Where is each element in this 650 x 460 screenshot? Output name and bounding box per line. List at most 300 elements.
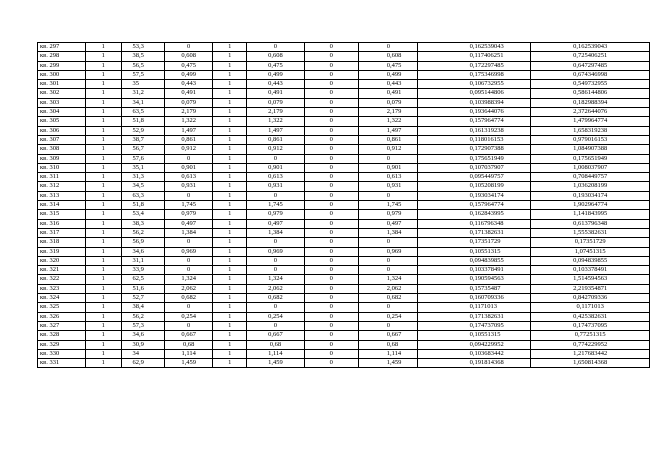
area-cell: 30,9 bbox=[121, 340, 164, 349]
value-a-cell: 0,491 bbox=[164, 89, 212, 98]
area-cell: 56,9 bbox=[121, 238, 164, 247]
area-cell: 38,5 bbox=[121, 52, 164, 61]
value-c-cell: 0,608 bbox=[358, 52, 417, 61]
total-cell: 0,979016153 bbox=[531, 135, 650, 144]
area-cell: 51,8 bbox=[121, 117, 164, 126]
count-cell: 1 bbox=[85, 135, 121, 144]
table-row bbox=[38, 61, 650, 70]
zero-cell: 0 bbox=[304, 294, 358, 303]
table-row bbox=[38, 135, 650, 144]
table-row bbox=[38, 182, 650, 191]
apartment-cell: кв. 329 bbox=[38, 340, 86, 349]
zero-cell: 0 bbox=[304, 359, 358, 368]
apartment-cell: кв. 297 bbox=[38, 43, 86, 52]
value-c-cell: 2,062 bbox=[358, 284, 417, 293]
share-cell: 0,161319238 bbox=[417, 126, 531, 135]
share-cell: 0,117406251 bbox=[417, 52, 531, 61]
value-a-cell: 1,324 bbox=[164, 275, 212, 284]
share-cell: 0,171382631 bbox=[417, 312, 531, 321]
coef-cell: 1 bbox=[213, 126, 247, 135]
coef-cell: 1 bbox=[213, 135, 247, 144]
value-c-cell: 1,459 bbox=[358, 359, 417, 368]
zero-cell: 0 bbox=[304, 135, 358, 144]
value-a-cell: 1,459 bbox=[164, 359, 212, 368]
area-cell: 62,5 bbox=[121, 275, 164, 284]
value-b-cell: 0,901 bbox=[247, 163, 305, 172]
value-b-cell: 0,254 bbox=[247, 312, 305, 321]
total-cell: 0,77251315 bbox=[531, 331, 650, 340]
value-b-cell: 0,682 bbox=[247, 294, 305, 303]
share-cell: 0,15735487 bbox=[417, 284, 531, 293]
total-cell: 1,217683442 bbox=[531, 349, 650, 358]
value-c-cell: 0,931 bbox=[358, 182, 417, 191]
zero-cell: 0 bbox=[304, 312, 358, 321]
coef-cell: 1 bbox=[213, 294, 247, 303]
zero-cell: 0 bbox=[304, 43, 358, 52]
table-row bbox=[38, 238, 650, 247]
area-cell: 57,3 bbox=[121, 321, 164, 330]
total-cell: 0,708449757 bbox=[531, 173, 650, 182]
apartment-cell: кв. 322 bbox=[38, 275, 86, 284]
table-row bbox=[38, 349, 650, 358]
apartment-cell: кв. 330 bbox=[38, 349, 86, 358]
value-a-cell: 0,497 bbox=[164, 219, 212, 228]
value-b-cell: 1,384 bbox=[247, 228, 305, 237]
zero-cell: 0 bbox=[304, 256, 358, 265]
value-b-cell: 0,499 bbox=[247, 70, 305, 79]
coef-cell: 1 bbox=[213, 89, 247, 98]
value-c-cell: 0,443 bbox=[358, 80, 417, 89]
value-b-cell: 0,443 bbox=[247, 80, 305, 89]
value-a-cell: 0 bbox=[164, 154, 212, 163]
count-cell: 1 bbox=[85, 61, 121, 70]
zero-cell: 0 bbox=[304, 228, 358, 237]
value-a-cell: 0 bbox=[164, 43, 212, 52]
value-b-cell: 0,608 bbox=[247, 52, 305, 61]
value-b-cell: 1,459 bbox=[247, 359, 305, 368]
value-b-cell: 0,497 bbox=[247, 219, 305, 228]
value-b-cell: 0,491 bbox=[247, 89, 305, 98]
area-cell: 38,4 bbox=[121, 303, 164, 312]
share-cell: 0,094229952 bbox=[417, 340, 531, 349]
apartment-cell: кв. 300 bbox=[38, 70, 86, 79]
coef-cell: 1 bbox=[213, 70, 247, 79]
count-cell: 1 bbox=[85, 145, 121, 154]
share-cell: 0,095144806 bbox=[417, 89, 531, 98]
coef-cell: 1 bbox=[213, 275, 247, 284]
total-cell: 0,103378491 bbox=[531, 266, 650, 275]
zero-cell: 0 bbox=[304, 145, 358, 154]
total-cell: 0,182988394 bbox=[531, 98, 650, 107]
apartment-table bbox=[37, 42, 650, 368]
total-cell: 1,650814368 bbox=[531, 359, 650, 368]
zero-cell: 0 bbox=[304, 219, 358, 228]
value-a-cell: 1,322 bbox=[164, 117, 212, 126]
value-c-cell: 0,613 bbox=[358, 173, 417, 182]
total-cell: 0,425382631 bbox=[531, 312, 650, 321]
value-c-cell: 1,322 bbox=[358, 117, 417, 126]
area-cell: 34,5 bbox=[121, 182, 164, 191]
apartment-cell: кв. 298 bbox=[38, 52, 86, 61]
value-b-cell: 1,324 bbox=[247, 275, 305, 284]
share-cell: 0,094839855 bbox=[417, 256, 531, 265]
coef-cell: 1 bbox=[213, 117, 247, 126]
share-cell: 0,116796348 bbox=[417, 219, 531, 228]
value-a-cell: 0 bbox=[164, 266, 212, 275]
value-c-cell: 1,745 bbox=[358, 201, 417, 210]
share-cell: 0,175651949 bbox=[417, 154, 531, 163]
table-row bbox=[38, 247, 650, 256]
share-cell: 0,190594563 bbox=[417, 275, 531, 284]
value-a-cell: 0 bbox=[164, 321, 212, 330]
value-a-cell: 0,608 bbox=[164, 52, 212, 61]
coef-cell: 1 bbox=[213, 80, 247, 89]
zero-cell: 0 bbox=[304, 191, 358, 200]
coef-cell: 1 bbox=[213, 331, 247, 340]
value-b-cell: 0 bbox=[247, 238, 305, 247]
table-row bbox=[38, 80, 650, 89]
area-cell: 31,1 bbox=[121, 256, 164, 265]
value-c-cell: 0,68 bbox=[358, 340, 417, 349]
value-c-cell: 0 bbox=[358, 303, 417, 312]
apartment-cell: кв. 313 bbox=[38, 191, 86, 200]
share-cell: 0,103988394 bbox=[417, 98, 531, 107]
table-row bbox=[38, 163, 650, 172]
value-b-cell: 1,114 bbox=[247, 349, 305, 358]
total-cell: 1,479964774 bbox=[531, 117, 650, 126]
share-cell: 0,17351729 bbox=[417, 238, 531, 247]
value-b-cell: 0,969 bbox=[247, 247, 305, 256]
zero-cell: 0 bbox=[304, 247, 358, 256]
table-row bbox=[38, 275, 650, 284]
zero-cell: 0 bbox=[304, 154, 358, 163]
share-cell: 0,172297485 bbox=[417, 61, 531, 70]
count-cell: 1 bbox=[85, 340, 121, 349]
value-a-cell: 0 bbox=[164, 303, 212, 312]
value-c-cell: 0 bbox=[358, 321, 417, 330]
coef-cell: 1 bbox=[213, 228, 247, 237]
zero-cell: 0 bbox=[304, 61, 358, 70]
value-a-cell: 0,667 bbox=[164, 331, 212, 340]
area-cell: 53,4 bbox=[121, 210, 164, 219]
coef-cell: 1 bbox=[213, 340, 247, 349]
apartment-cell: кв. 305 bbox=[38, 117, 86, 126]
count-cell: 1 bbox=[85, 154, 121, 163]
value-b-cell: 0 bbox=[247, 256, 305, 265]
value-b-cell: 0 bbox=[247, 321, 305, 330]
count-cell: 1 bbox=[85, 89, 121, 98]
share-cell: 0,10551315 bbox=[417, 247, 531, 256]
share-cell: 0,172907388 bbox=[417, 145, 531, 154]
value-b-cell: 0,861 bbox=[247, 135, 305, 144]
share-cell: 0,1171013 bbox=[417, 303, 531, 312]
value-a-cell: 0,912 bbox=[164, 145, 212, 154]
count-cell: 1 bbox=[85, 294, 121, 303]
count-cell: 1 bbox=[85, 191, 121, 200]
value-b-cell: 0 bbox=[247, 154, 305, 163]
table-row bbox=[38, 266, 650, 275]
table-row bbox=[38, 303, 650, 312]
value-b-cell: 0 bbox=[247, 303, 305, 312]
share-cell: 0,175346998 bbox=[417, 70, 531, 79]
value-a-cell: 0,499 bbox=[164, 70, 212, 79]
zero-cell: 0 bbox=[304, 173, 358, 182]
value-a-cell: 0,443 bbox=[164, 80, 212, 89]
value-c-cell: 0 bbox=[358, 191, 417, 200]
area-cell: 56,2 bbox=[121, 312, 164, 321]
total-cell: 1,084907388 bbox=[531, 145, 650, 154]
table-row bbox=[38, 126, 650, 135]
apartment-cell: кв. 319 bbox=[38, 247, 86, 256]
value-a-cell: 1,384 bbox=[164, 228, 212, 237]
share-cell: 0,171382631 bbox=[417, 228, 531, 237]
value-a-cell: 0,613 bbox=[164, 173, 212, 182]
table-row bbox=[38, 340, 650, 349]
share-cell: 0,160709336 bbox=[417, 294, 531, 303]
apartment-cell: кв. 303 bbox=[38, 98, 86, 107]
area-cell: 62,9 bbox=[121, 359, 164, 368]
count-cell: 1 bbox=[85, 182, 121, 191]
table-row bbox=[38, 201, 650, 210]
coef-cell: 1 bbox=[213, 61, 247, 70]
value-a-cell: 2,179 bbox=[164, 108, 212, 117]
zero-cell: 0 bbox=[304, 349, 358, 358]
table-row bbox=[38, 52, 650, 61]
coef-cell: 1 bbox=[213, 210, 247, 219]
table-row bbox=[38, 294, 650, 303]
total-cell: 0,586144806 bbox=[531, 89, 650, 98]
zero-cell: 0 bbox=[304, 182, 358, 191]
value-c-cell: 0,969 bbox=[358, 247, 417, 256]
value-c-cell: 0 bbox=[358, 238, 417, 247]
zero-cell: 0 bbox=[304, 340, 358, 349]
total-cell: 0,193034174 bbox=[531, 191, 650, 200]
zero-cell: 0 bbox=[304, 98, 358, 107]
area-cell: 38,3 bbox=[121, 219, 164, 228]
value-b-cell: 0,912 bbox=[247, 145, 305, 154]
total-cell: 2,219354871 bbox=[531, 284, 650, 293]
value-c-cell: 1,497 bbox=[358, 126, 417, 135]
share-cell: 0,118016153 bbox=[417, 135, 531, 144]
value-c-cell: 2,179 bbox=[358, 108, 417, 117]
count-cell: 1 bbox=[85, 219, 121, 228]
apartment-cell: кв. 328 bbox=[38, 331, 86, 340]
apartment-cell: кв. 327 bbox=[38, 321, 86, 330]
coef-cell: 1 bbox=[213, 108, 247, 117]
coef-cell: 1 bbox=[213, 173, 247, 182]
apartment-cell: кв. 308 bbox=[38, 145, 86, 154]
total-cell: 0,17351729 bbox=[531, 238, 650, 247]
coef-cell: 1 bbox=[213, 98, 247, 107]
total-cell: 0,1171013 bbox=[531, 303, 650, 312]
count-cell: 1 bbox=[85, 312, 121, 321]
total-cell: 0,549732955 bbox=[531, 80, 650, 89]
table-row bbox=[38, 359, 650, 368]
area-cell: 63,3 bbox=[121, 191, 164, 200]
value-a-cell: 2,062 bbox=[164, 284, 212, 293]
share-cell: 0,10551315 bbox=[417, 331, 531, 340]
value-c-cell: 0,979 bbox=[358, 210, 417, 219]
coef-cell: 1 bbox=[213, 52, 247, 61]
area-cell: 34,1 bbox=[121, 98, 164, 107]
value-b-cell: 0,931 bbox=[247, 182, 305, 191]
table-row bbox=[38, 108, 650, 117]
apartment-cell: кв. 310 bbox=[38, 163, 86, 172]
total-cell: 0,725406251 bbox=[531, 52, 650, 61]
apartment-cell: кв. 321 bbox=[38, 266, 86, 275]
coef-cell: 1 bbox=[213, 191, 247, 200]
coef-cell: 1 bbox=[213, 312, 247, 321]
share-cell: 0,157964774 bbox=[417, 201, 531, 210]
value-c-cell: 0,079 bbox=[358, 98, 417, 107]
value-a-cell: 0,979 bbox=[164, 210, 212, 219]
coef-cell: 1 bbox=[213, 163, 247, 172]
table-row bbox=[38, 43, 650, 52]
zero-cell: 0 bbox=[304, 321, 358, 330]
share-cell: 0,193034174 bbox=[417, 191, 531, 200]
count-cell: 1 bbox=[85, 359, 121, 368]
value-a-cell: 1,497 bbox=[164, 126, 212, 135]
apartment-cell: кв. 325 bbox=[38, 303, 86, 312]
value-c-cell: 0,499 bbox=[358, 70, 417, 79]
apartment-cell: кв. 299 bbox=[38, 61, 86, 70]
count-cell: 1 bbox=[85, 238, 121, 247]
table-row bbox=[38, 70, 650, 79]
value-c-cell: 0 bbox=[358, 43, 417, 52]
apartment-cell: кв. 311 bbox=[38, 173, 86, 182]
value-c-cell: 0 bbox=[358, 256, 417, 265]
share-cell: 0,103683442 bbox=[417, 349, 531, 358]
count-cell: 1 bbox=[85, 80, 121, 89]
coef-cell: 1 bbox=[213, 201, 247, 210]
total-cell: 1,514594563 bbox=[531, 275, 650, 284]
share-cell: 0,107037907 bbox=[417, 163, 531, 172]
count-cell: 1 bbox=[85, 266, 121, 275]
area-cell: 51,6 bbox=[121, 284, 164, 293]
total-cell: 0,842709336 bbox=[531, 294, 650, 303]
value-c-cell: 0,475 bbox=[358, 61, 417, 70]
area-cell: 52,9 bbox=[121, 126, 164, 135]
total-cell: 0,674346998 bbox=[531, 70, 650, 79]
total-cell: 1,555382631 bbox=[531, 228, 650, 237]
table-row bbox=[38, 284, 650, 293]
value-a-cell: 0 bbox=[164, 256, 212, 265]
coef-cell: 1 bbox=[213, 321, 247, 330]
value-b-cell: 1,497 bbox=[247, 126, 305, 135]
zero-cell: 0 bbox=[304, 284, 358, 293]
value-c-cell: 1,114 bbox=[358, 349, 417, 358]
count-cell: 1 bbox=[85, 284, 121, 293]
table-row bbox=[38, 98, 650, 107]
total-cell: 1,658319238 bbox=[531, 126, 650, 135]
total-cell: 0,094839855 bbox=[531, 256, 650, 265]
value-a-cell: 0,682 bbox=[164, 294, 212, 303]
total-cell: 0,175651949 bbox=[531, 154, 650, 163]
count-cell: 1 bbox=[85, 43, 121, 52]
coef-cell: 1 bbox=[213, 182, 247, 191]
coef-cell: 1 bbox=[213, 349, 247, 358]
value-a-cell: 0,901 bbox=[164, 163, 212, 172]
value-b-cell: 2,179 bbox=[247, 108, 305, 117]
area-cell: 38,7 bbox=[121, 135, 164, 144]
apartment-cell: кв. 304 bbox=[38, 108, 86, 117]
apartment-cell: кв. 312 bbox=[38, 182, 86, 191]
value-c-cell: 0 bbox=[358, 266, 417, 275]
table-row bbox=[38, 228, 650, 237]
table-row bbox=[38, 154, 650, 163]
apartment-cell: кв. 324 bbox=[38, 294, 86, 303]
zero-cell: 0 bbox=[304, 80, 358, 89]
value-b-cell: 0 bbox=[247, 266, 305, 275]
value-a-cell: 0,861 bbox=[164, 135, 212, 144]
count-cell: 1 bbox=[85, 210, 121, 219]
count-cell: 1 bbox=[85, 247, 121, 256]
value-c-cell: 1,324 bbox=[358, 275, 417, 284]
value-c-cell: 0,491 bbox=[358, 89, 417, 98]
total-cell: 2,372644076 bbox=[531, 108, 650, 117]
coef-cell: 1 bbox=[213, 284, 247, 293]
value-b-cell: 0 bbox=[247, 191, 305, 200]
zero-cell: 0 bbox=[304, 52, 358, 61]
value-c-cell: 1,384 bbox=[358, 228, 417, 237]
apartment-cell: кв. 323 bbox=[38, 284, 86, 293]
total-cell: 0,613796348 bbox=[531, 219, 650, 228]
count-cell: 1 bbox=[85, 331, 121, 340]
zero-cell: 0 bbox=[304, 201, 358, 210]
area-cell: 56,2 bbox=[121, 228, 164, 237]
value-b-cell: 0,979 bbox=[247, 210, 305, 219]
apartment-cell: кв. 315 bbox=[38, 210, 86, 219]
area-cell: 57,5 bbox=[121, 70, 164, 79]
area-cell: 53,3 bbox=[121, 43, 164, 52]
apartment-cell: кв. 306 bbox=[38, 126, 86, 135]
count-cell: 1 bbox=[85, 173, 121, 182]
count-cell: 1 bbox=[85, 321, 121, 330]
total-cell: 1,036208199 bbox=[531, 182, 650, 191]
share-cell: 0,191814368 bbox=[417, 359, 531, 368]
zero-cell: 0 bbox=[304, 163, 358, 172]
area-cell: 34 bbox=[121, 349, 164, 358]
area-cell: 51,8 bbox=[121, 201, 164, 210]
area-cell: 35 bbox=[121, 80, 164, 89]
share-cell: 0,105208199 bbox=[417, 182, 531, 191]
value-a-cell: 0,969 bbox=[164, 247, 212, 256]
value-c-cell: 0,861 bbox=[358, 135, 417, 144]
value-c-cell: 0,667 bbox=[358, 331, 417, 340]
apartment-cell: кв. 326 bbox=[38, 312, 86, 321]
value-b-cell: 1,322 bbox=[247, 117, 305, 126]
value-a-cell: 1,745 bbox=[164, 201, 212, 210]
zero-cell: 0 bbox=[304, 126, 358, 135]
value-a-cell: 1,114 bbox=[164, 349, 212, 358]
share-cell: 0,095449757 bbox=[417, 173, 531, 182]
apartment-cell: кв. 307 bbox=[38, 135, 86, 144]
value-a-cell: 0,475 bbox=[164, 61, 212, 70]
coef-cell: 1 bbox=[213, 359, 247, 368]
value-a-cell: 0 bbox=[164, 191, 212, 200]
total-cell: 1,008037907 bbox=[531, 163, 650, 172]
count-cell: 1 bbox=[85, 201, 121, 210]
zero-cell: 0 bbox=[304, 331, 358, 340]
share-cell: 0,162539043 bbox=[417, 43, 531, 52]
value-a-cell: 0 bbox=[164, 238, 212, 247]
share-cell: 0,106732955 bbox=[417, 80, 531, 89]
total-cell: 1,07451315 bbox=[531, 247, 650, 256]
apartment-cell: кв. 314 bbox=[38, 201, 86, 210]
zero-cell: 0 bbox=[304, 303, 358, 312]
apartment-cell: кв. 301 bbox=[38, 80, 86, 89]
total-cell: 0,162539043 bbox=[531, 43, 650, 52]
